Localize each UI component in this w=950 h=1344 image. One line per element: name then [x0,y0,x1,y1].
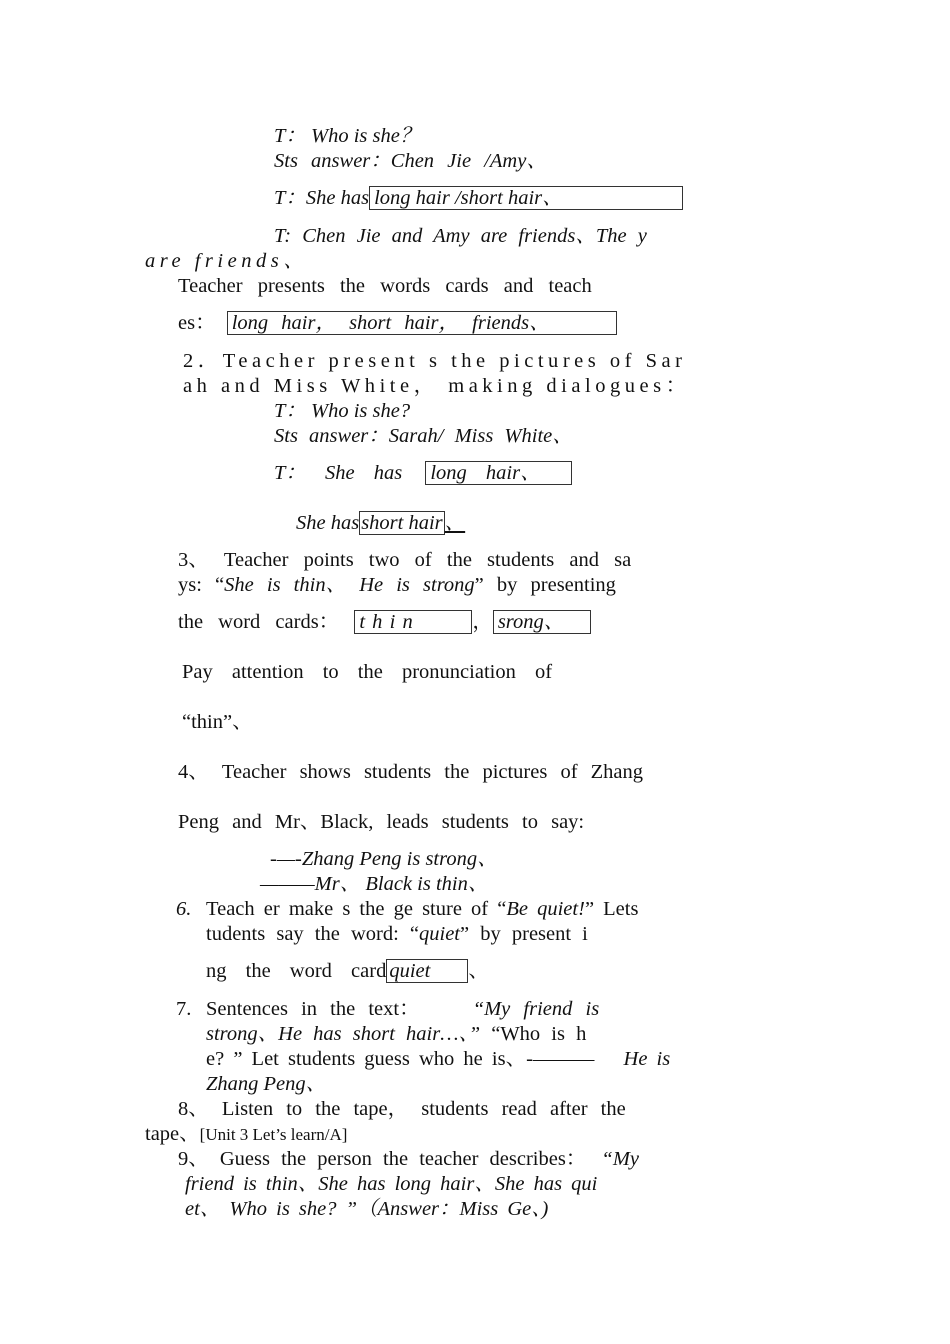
dialog-line: Sts answer：Chen Jie /Amy、 [274,150,547,172]
word-box: quiet [386,959,468,983]
text-span: Sentences in the text： [206,998,420,1020]
text-span: She is thin、 He is strong [224,574,475,596]
text-span: the word cards： [178,611,340,633]
word-box: long hair、 [425,461,572,485]
item-number: 6. [176,898,192,920]
text-line [178,311,617,336]
text-line [206,1022,586,1047]
text-span: tape、 [145,1123,200,1145]
text-line: 2．Teacher present s the pictures of Sar [183,350,687,372]
text-span: ” Lets [584,898,639,920]
text-line: friend is thin、She has long hair、She has qui [185,1173,598,1195]
text-span: “Who is h [491,1023,587,1045]
text-span: Be quiet! [506,898,585,920]
text-span: tudents say the word: “ [206,923,420,945]
text-span: ” by present i [460,923,588,945]
text-span: T： She has [274,462,403,484]
dialog-line: Sts answer：Sarah/ Miss White、 [274,425,573,447]
dialog-line: T： Who is she? [274,400,411,422]
dialog-line: ———Mr、 Black is thin、 [260,873,489,895]
text-span: 9、 Guess the person the teacher describes： [178,1148,587,1170]
text-line [178,573,616,598]
text-line [206,997,599,1022]
text-line [178,610,591,635]
text-line: Peng and Mr、Black, leads students to say: [178,811,585,833]
text-line [206,1047,670,1072]
text-line: Zhang Peng、 [206,1073,327,1095]
dialog-line [274,186,683,211]
dialog-line [274,461,572,486]
text-line: 4、 Teacher shows students the pictures of Zhang [178,761,644,783]
text-line: et、 Who is she? ”（Answer：Miss Ge、) [185,1198,549,1220]
dialog-line: T： Who is she？ [274,125,421,147]
word-box: short hair [361,512,443,534]
word-box: long hair， short hair， friends、 [227,311,617,335]
word-box: srong、 [493,610,591,634]
dialog-line: are friends、 [145,250,309,272]
text-span: quiet [419,923,461,945]
dialog-line [296,511,465,536]
text-span: ys: “ [178,574,225,596]
text-line: 3、 Teacher points two of the students and sa [178,549,632,571]
text-line: 8、 Listen to the tape， students read after the [178,1098,626,1120]
text-span: Teach er make s the ge sture of “ [206,898,507,920]
text-span: “My [601,1148,639,1170]
text-span: es： [178,312,216,334]
word-box: long hair /short hair、 [369,186,683,210]
text-line: Pay attention to the pronunciation of [182,661,553,683]
text-span: strong、He has short hair…、” [206,1023,492,1045]
text-span: “My friend is [472,998,600,1020]
text-span: He is [623,1048,671,1070]
text-line: ah and Miss White， making dialogues： [183,375,691,397]
text-line: Teacher presents the words cards and teach [178,275,592,297]
text-span: T：She has [274,187,370,209]
text-span: ” by presenting [474,574,616,596]
text-span: ng the word card [206,960,387,982]
text-span: 、 [468,960,489,982]
dialog-line: -—-Zhang Peng is strong、 [270,848,498,870]
item-number: 7. [176,998,192,1020]
text-span: ， [472,611,493,633]
text-line [178,1147,639,1172]
text-span: 、 [444,512,466,534]
text-line [206,897,638,922]
text-line [145,1122,347,1147]
text-span: [Unit 3 Let’s learn/A] [199,1125,348,1144]
text-line: “thin”、 [182,711,253,733]
word-box: thin [354,610,472,634]
text-span: She has [296,512,360,534]
text-line [206,922,588,947]
text-span: e? ” Let students guess who he is、-——— [206,1048,595,1070]
text-line [206,959,489,984]
dialog-line: T: Chen Jie and Amy are friends、The y [274,225,647,247]
